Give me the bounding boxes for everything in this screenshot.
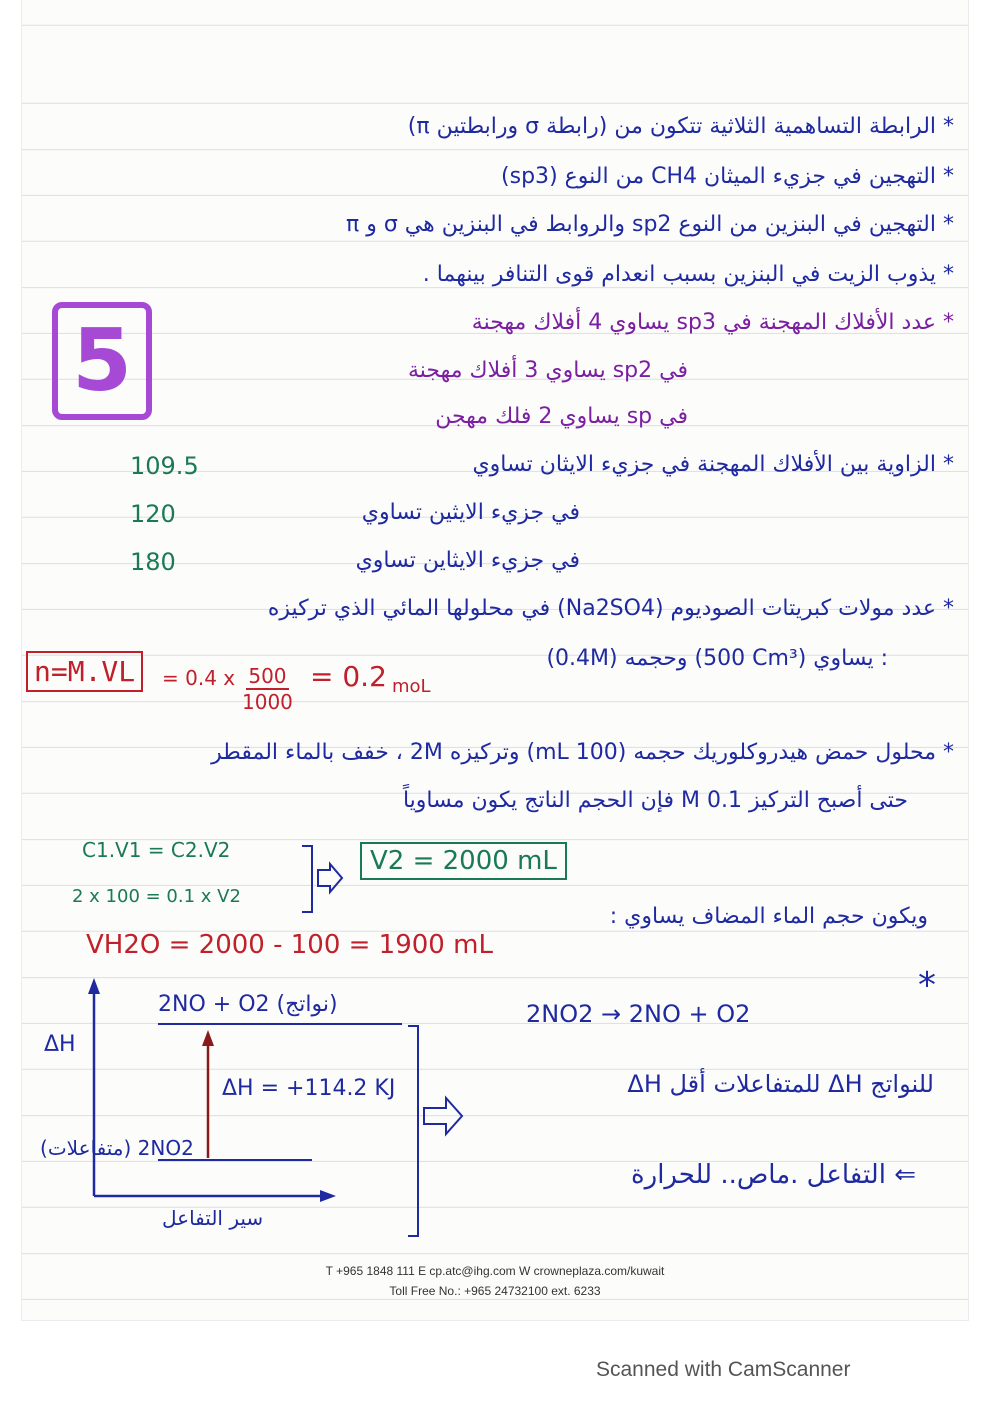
note-line-benzene: * التهجين في البنزين من النوع sp2 والروابط في البنزين هي σ و π bbox=[345, 212, 954, 237]
reactants-label: (متفاعلات) 2NO2 bbox=[40, 1136, 194, 1160]
calc-unit: moL bbox=[392, 676, 431, 697]
dilution-bracket bbox=[302, 846, 312, 912]
angle-value-ethyne: 180 bbox=[130, 548, 176, 576]
delta-h-arrowhead bbox=[202, 1030, 214, 1046]
note-line-water-volume: ويكون حجم الماء المضاف يساوي : bbox=[609, 904, 928, 929]
conclusion-enthalpy: ΔH للمتفاعلات أقل ΔH للنواتج bbox=[627, 1070, 934, 1098]
note-line-methane: * التهجين في جزيء الميثان CH4 من النوع (sp3) bbox=[501, 164, 954, 189]
note-line-angle-ethyne: في جزيء الايثاين تساوي bbox=[355, 548, 580, 573]
note-line-triple-bond: * الرابطة التساهمية الثلاثية تتكون من (رابطة σ ورابطتين π) bbox=[407, 114, 954, 139]
water-volume-calc: VH2O = 2000 - 100 = 1900 mL bbox=[86, 930, 493, 960]
angle-value-ethane: 109.5 bbox=[130, 452, 199, 480]
page-number-badge: 5 bbox=[52, 302, 152, 420]
calc-result: = 0.2 bbox=[310, 660, 387, 693]
conclusion-endothermic: ⇐ التفاعل .ماص.. للحرارة bbox=[631, 1160, 916, 1190]
dilution-eq2: 2 x 100 = 0.1 x V2 bbox=[72, 886, 241, 907]
star-mark: * bbox=[918, 965, 936, 1006]
axis-label-reaction-progress: سير التفاعل bbox=[162, 1206, 264, 1230]
stationery-tollfree: Toll Free No.: +965 24732100 ext. 6233 bbox=[389, 1284, 601, 1298]
moles-formula: n=M.VL bbox=[26, 651, 143, 692]
calc-numerator: 500 bbox=[248, 664, 287, 688]
products-label: 2NO + O2 (نواتج) bbox=[158, 992, 338, 1017]
scanner-watermark: Scanned with CamScanner bbox=[596, 1358, 851, 1381]
calc-denominator: 1000 bbox=[242, 690, 293, 714]
note-line-orbitals-sp2: في sp2 يساوي 3 أفلاك مهجنة bbox=[407, 358, 688, 383]
angle-value-ethene: 120 bbox=[130, 500, 176, 528]
note-line-sodium-sulfate: * عدد مولات كبريتات الصوديوم (Na2SO4) في محلولها المائي الذي تركيزه bbox=[267, 596, 954, 621]
note-line-volume: (0.4M) وحجمه (500 Cm³) يساوي : bbox=[546, 646, 888, 671]
note-line-concentration: حتى أصبح التركيز 0.1 M فإن الحجم الناتج يكون مساوياً bbox=[402, 788, 908, 813]
notebook-page bbox=[22, 0, 968, 1320]
y-axis-arrow bbox=[88, 978, 100, 994]
calc-part1: = 0.4 x bbox=[162, 666, 236, 690]
note-line-orbitals-sp3: * عدد الأفلاك المهجنة في sp3 يساوي 4 أفلاك مهجنة bbox=[471, 310, 954, 335]
reaction-equation: 2NO2 → 2NO + O2 bbox=[526, 1000, 751, 1028]
energy-diagram bbox=[22, 0, 968, 1320]
delta-h-value: ΔH = +114.2 KJ bbox=[222, 1076, 396, 1101]
note-line-hcl: * محلول حمض هيدروكلوريك حجمه (100 mL) وتركيزه 2M ، خفف بالماء المقطر bbox=[211, 740, 954, 765]
dilution-eq1: C1.V1 = C2.V2 bbox=[82, 838, 231, 862]
implies-arrow-icon bbox=[424, 1098, 462, 1134]
dilution-implies-icon bbox=[318, 864, 342, 892]
note-line-angle-ethane: * الزاوية بين الأفلاك المهجنة في جزيء الايثان تساوي bbox=[472, 452, 954, 477]
note-line-oil-benzene: * يذوب الزيت في البنزين بسبب انعدام قوى التنافر بينهما . bbox=[422, 262, 954, 287]
note-line-orbitals-sp: في sp يساوي 2 فلك مهجن bbox=[435, 404, 688, 429]
stationery-contact: T +965 1848 111 E cp.atc@ihg.com W crowneplaza.com/kuwait bbox=[325, 1264, 665, 1278]
x-axis-arrow bbox=[320, 1190, 336, 1202]
axis-label-delta-h: ΔH bbox=[44, 1032, 76, 1057]
v2-result-box: V2 = 2000 mL bbox=[360, 842, 567, 880]
note-line-angle-ethene: في جزيء الايثين تساوي bbox=[361, 500, 580, 525]
diagram-bracket bbox=[408, 1026, 418, 1236]
